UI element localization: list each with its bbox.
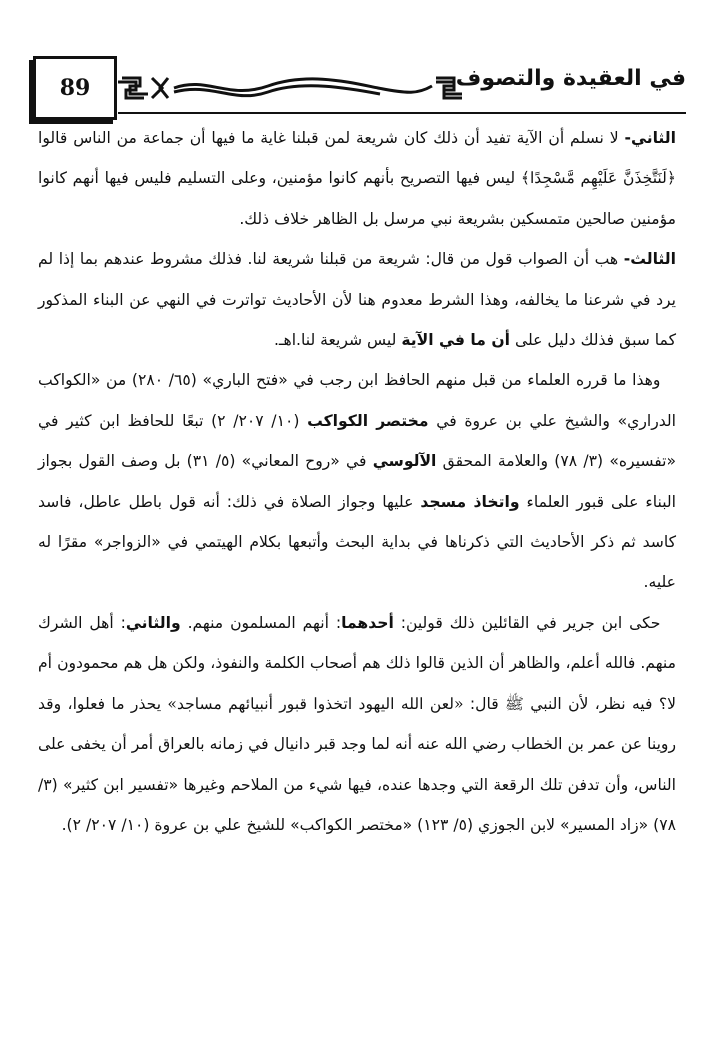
bold-run: والثاني: [125, 613, 181, 632]
text-run: عليها وجواز الصلاة في ذلك: أنه قول باطل عاطل، فاسد كاسد ثم ذكر الأحاديث التي ذكرناها في بداية البحث وأتبعها بكلام الهيتمي في «الزواجر» مقرًا له عليه.: [38, 492, 676, 592]
text-run: (١٠/ ٢٠٧/ ٢) تبعًا للحافظ ابن كثير في «تفسيره» (٣/ ٧٨) والعلامة المحقق: [38, 411, 677, 471]
text-run: هب أن الصواب قول من قال: شريعة من قبلنا شريعة لنا. فذلك مشروط عندهم بما إذا لم يرد في شرعنا ما يخالفه، وهذا الشرط معدوم هنا لأن الأحاديث تواترت في النهي عن البناء المذكور كما سبق فذلك دليل على: [38, 250, 676, 350]
text-run: : أهل الشرك منهم. فالله أعلم، والظاهر أن الذين قالوا ذلك هم أصحاب الكلمة والنفوذ، ولكن هل هم محمودون أم لا؟ فيه نظر، لأن النبي ﷺ قال:: [38, 613, 676, 713]
bold-run: مختصر الكواكب: [307, 411, 429, 430]
text-run: : أنهم المسلمون منهم.: [180, 613, 342, 632]
paragraph-second-point: [38, 118, 676, 239]
text-run: في «روح المعاني» (٥/ ٣١) بل وصف القول بجواز البناء على قبور العلماء: [38, 452, 677, 511]
paragraph-ibn-jarir: [38, 603, 676, 845]
lead-label: الثاني-: [624, 129, 676, 147]
text-run: يحذر ما فعلوا، وقد روينا عن عمر بن الخطاب رضي الله عنه أنه لما وجد قبر دانيال في زمانه بالعراق أمر أن يخفى على الناس، وأن تدفن تلك الرقعة التي وجدها عنده، فيها شيء من الملاحم وغيرها «تفسير ابن كثير» (٣/ ٧٨) «زاد المسير» لابن الجوزي (٥/ ١٢٣) «مختصر الكواكب» للشيخ علي بن عروة (١٠/ ٢٠٧/ ٢).: [38, 694, 676, 834]
text-run: ليس فيها التصريح بأنهم كانوا مؤمنين، وعلى التسليم فليس فيها أنهم كانوا مؤمنين صالحين متمسكين بشريعة نبي مرسل بل الظاهر خلاف ذلك.: [38, 169, 676, 228]
header-rule: [118, 112, 686, 114]
body-text: [38, 118, 676, 845]
text-run: حكى ابن جرير في القائلين ذلك قولين:: [393, 613, 661, 632]
text-run: ليس شريعة لنا.اهـ.: [273, 331, 402, 350]
bold-run: أن ما في الآية: [401, 331, 511, 350]
paragraph-scholars: [38, 360, 676, 602]
hadith-quote: «لعن الله اليهود اتخذوا قبور أنبيائهم مساجد»: [167, 694, 464, 713]
header-title: في العقيدة والتصوف: [455, 66, 686, 91]
bold-run: واتخاذ مسجد: [420, 492, 520, 511]
paragraph-third-point: [38, 239, 676, 360]
lead-label: الثالث-: [623, 250, 676, 269]
text-run: وهذا ما قرره العلماء من قبل منهم الحافظ ابن رجب في «فتح الباري» (٦٥/ ٢٨٠) من «الكواكب الدراري» والشيخ علي بن عروة في: [38, 371, 677, 430]
quran-verse: ﴿لَنَتَّخِذَنَّ عَلَيْهِم مَّسْجِدًا﴾: [520, 169, 677, 188]
page-number: [33, 56, 117, 120]
text-run: لا نسلم أن الآية تفيد أن ذلك كان شريعة لمن قبلنا غاية ما فيها أن جماعة من الناس قالوا: [38, 129, 625, 147]
page-number-text: 89: [59, 75, 91, 101]
bold-run: الآلوسي: [372, 452, 437, 471]
bold-run: أحدهما: [341, 613, 394, 632]
header-ornament: [118, 70, 468, 106]
